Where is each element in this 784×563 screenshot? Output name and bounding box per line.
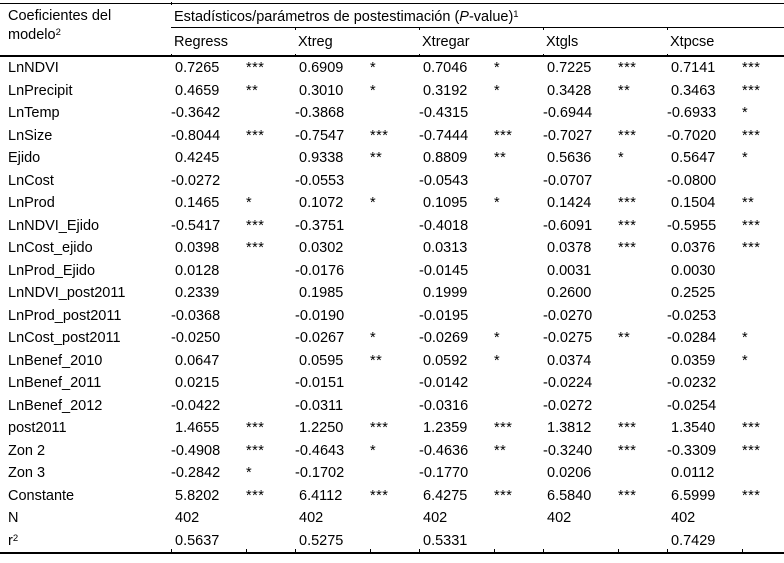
coefficient-value: 0.0378 bbox=[547, 240, 592, 256]
coefficient-value: -0.1770 bbox=[419, 465, 469, 481]
corner-spacer bbox=[0, 52, 171, 55]
table-row bbox=[0, 282, 784, 305]
coefficient-value: -0.0553 bbox=[295, 172, 345, 189]
significance-stars: *** bbox=[618, 487, 637, 504]
row-label: Zon 3 bbox=[8, 465, 46, 481]
row-label: LnNDVI_Ejido bbox=[8, 217, 100, 234]
significance-stars: * bbox=[370, 195, 377, 211]
coefficient-value: 0.2525 bbox=[671, 285, 716, 301]
table-body bbox=[0, 57, 784, 552]
coefficient-value: 0.6909 bbox=[299, 60, 344, 76]
table-row bbox=[0, 305, 784, 328]
coefficient-value: -0.0269 bbox=[419, 330, 469, 346]
coefficient-value: -0.3642 bbox=[171, 105, 221, 121]
row-label: LnCost_post2011 bbox=[8, 330, 121, 346]
column-header-xtreg: Xtreg bbox=[298, 34, 333, 50]
coefficient-value: -0.0543 bbox=[419, 172, 469, 189]
coefficient-value: 0.1465 bbox=[175, 195, 220, 211]
coefficient-value: 0.9338 bbox=[299, 150, 344, 166]
significance-stars: *** bbox=[494, 487, 513, 504]
coefficient-value: 0.8809 bbox=[423, 150, 468, 166]
coefficient-value: -0.7027 bbox=[543, 127, 593, 144]
coefficient-value: -0.0707 bbox=[543, 172, 593, 189]
table-row bbox=[0, 125, 784, 148]
table-row bbox=[0, 147, 784, 170]
row-label: LnSize bbox=[8, 127, 53, 144]
coefficient-value: 0.5275 bbox=[299, 532, 344, 549]
star-spacer bbox=[494, 52, 543, 55]
cell-boundary-tick bbox=[543, 54, 544, 57]
row-label: LnTemp bbox=[8, 105, 60, 121]
coefficient-value: -0.7547 bbox=[295, 127, 345, 144]
coefficient-value: -0.0284 bbox=[667, 330, 717, 346]
coefficient-value: 6.4275 bbox=[423, 487, 468, 504]
significance-stars: *** bbox=[742, 420, 761, 436]
coefficient-value: -0.0224 bbox=[543, 375, 593, 391]
coefficient-value: -0.0142 bbox=[419, 375, 469, 391]
significance-stars: *** bbox=[742, 442, 761, 459]
row-label: LnCost bbox=[8, 172, 54, 189]
cell-boundary-tick bbox=[667, 549, 668, 552]
coefficient-value: -0.5417 bbox=[171, 217, 221, 234]
cell-boundary-tick bbox=[171, 2, 172, 5]
span-header-italic-p: P bbox=[459, 9, 469, 25]
coefficient-value: 0.0313 bbox=[423, 240, 468, 256]
significance-stars: ** bbox=[370, 352, 383, 369]
span-header-post: -value) bbox=[468, 9, 514, 25]
coefficient-value: 0.0215 bbox=[175, 375, 220, 391]
table-bottom-rule bbox=[0, 552, 784, 554]
column-header-xtpcse: Xtpcse bbox=[670, 34, 715, 50]
coefficient-value: 0.0359 bbox=[671, 352, 716, 369]
significance-stars: * bbox=[494, 195, 501, 211]
table-row bbox=[0, 417, 784, 440]
cell-boundary-tick bbox=[246, 549, 247, 552]
significance-stars: * bbox=[494, 60, 501, 76]
significance-stars: * bbox=[618, 150, 625, 166]
coefficient-value: -0.7020 bbox=[667, 127, 717, 144]
significance-stars: *** bbox=[246, 127, 265, 144]
coefficient-value: 0.7225 bbox=[547, 60, 592, 76]
row-label: LnBenef_2011 bbox=[8, 375, 102, 391]
significance-stars: *** bbox=[618, 217, 637, 234]
coefficient-value: 1.2359 bbox=[423, 420, 468, 436]
table-row bbox=[0, 237, 784, 260]
coefficient-value: -0.3868 bbox=[295, 105, 345, 121]
row-label: LnBenef_2012 bbox=[8, 397, 103, 414]
table-row bbox=[0, 260, 784, 283]
row-label: LnNDVI_post2011 bbox=[8, 285, 126, 301]
significance-stars: *** bbox=[742, 60, 761, 76]
cell-boundary-tick bbox=[370, 549, 371, 552]
coefficient-value: 0.0595 bbox=[299, 352, 344, 369]
significance-stars: * bbox=[742, 150, 749, 166]
cell-boundary-tick bbox=[419, 54, 420, 57]
coefficient-value: -0.4636 bbox=[419, 442, 469, 459]
coefficient-value: 6.4112 bbox=[299, 487, 343, 504]
coefficient-value: 0.3463 bbox=[671, 82, 716, 99]
row-label: LnCost_ejido bbox=[8, 240, 93, 256]
significance-stars: *** bbox=[742, 82, 761, 99]
table-row bbox=[0, 395, 784, 418]
significance-stars: *** bbox=[742, 217, 761, 234]
row-label: Zon 2 bbox=[8, 442, 46, 459]
table-row bbox=[0, 350, 784, 373]
coefficient-value: 0.2600 bbox=[547, 285, 592, 301]
cell-boundary-tick bbox=[171, 54, 172, 57]
table-row bbox=[0, 327, 784, 350]
coefficient-value: 0.7046 bbox=[423, 60, 468, 76]
row-label: $r^2$ bbox=[8, 532, 19, 549]
coefficient-value: 0.5637 bbox=[175, 532, 220, 549]
significance-stars: * bbox=[742, 330, 749, 346]
coefficient-value: 402 bbox=[547, 510, 572, 526]
footnote-marker-1: 1 bbox=[513, 9, 519, 20]
coefficient-value: 0.3010 bbox=[299, 82, 344, 99]
significance-stars: *** bbox=[246, 420, 265, 436]
coefficient-value: 0.1424 bbox=[547, 195, 592, 211]
cell-boundary-tick bbox=[419, 27, 420, 30]
coefficient-value: -0.0151 bbox=[295, 375, 345, 391]
row-label: LnProd_Ejido bbox=[8, 262, 96, 279]
significance-stars: * bbox=[246, 195, 253, 211]
significance-stars: * bbox=[246, 465, 253, 481]
row-label: Constante bbox=[8, 487, 75, 504]
coefficient-value: 0.0128 bbox=[175, 262, 220, 279]
coefficient-value: -0.0316 bbox=[419, 397, 469, 414]
postestimation-table bbox=[0, 3, 784, 554]
significance-stars: *** bbox=[618, 240, 637, 256]
table-row bbox=[0, 440, 784, 463]
span-header bbox=[171, 4, 784, 28]
column-header-xtregar: Xtregar bbox=[422, 34, 470, 50]
coefficient-value: 0.3428 bbox=[547, 82, 592, 99]
significance-stars: ** bbox=[742, 195, 755, 211]
coefficient-value: -0.0275 bbox=[543, 330, 593, 346]
coefficient-value: -0.0272 bbox=[171, 172, 221, 189]
cell-boundary-tick bbox=[295, 27, 296, 30]
coefficient-value: 5.8202 bbox=[175, 487, 220, 504]
coefficient-value: -0.0254 bbox=[667, 397, 717, 414]
coefficient-value: -0.1702 bbox=[295, 465, 345, 481]
significance-stars: * bbox=[494, 352, 501, 369]
coefficient-value: 0.1095 bbox=[423, 195, 468, 211]
coefficient-value: 0.2339 bbox=[175, 285, 220, 301]
cell-boundary-tick bbox=[295, 54, 296, 57]
cell-boundary-tick bbox=[667, 54, 668, 57]
coefficient-value: -0.4315 bbox=[419, 105, 469, 121]
span-header-pre: Estadísticos/parámetros de postestimación ( bbox=[174, 9, 460, 25]
coefficient-value: -0.0232 bbox=[667, 375, 717, 391]
corner-header-text: Coeficientes del modelo bbox=[8, 8, 112, 43]
significance-stars: * bbox=[370, 60, 377, 76]
table-row bbox=[0, 215, 784, 238]
row-label: LnPrecipit bbox=[8, 82, 73, 99]
coefficient-value: 0.0112 bbox=[671, 465, 715, 481]
coefficient-value: -0.0311 bbox=[295, 397, 344, 414]
significance-stars: *** bbox=[246, 60, 265, 76]
cell-boundary-tick bbox=[171, 549, 172, 552]
coefficient-value: 402 bbox=[671, 510, 696, 526]
coefficient-value: -0.6933 bbox=[667, 105, 717, 121]
table-row bbox=[0, 102, 784, 125]
coefficient-value: -0.8044 bbox=[171, 127, 221, 144]
coefficient-value: -0.0250 bbox=[171, 330, 221, 346]
coefficient-value: 6.5840 bbox=[547, 487, 592, 504]
significance-stars: * bbox=[742, 352, 749, 369]
coefficient-value: 0.0302 bbox=[299, 240, 344, 256]
significance-stars: ** bbox=[494, 150, 507, 166]
significance-stars: ** bbox=[618, 330, 631, 346]
coefficient-value: 0.5636 bbox=[547, 150, 592, 166]
coefficient-value: 0.7141 bbox=[671, 60, 716, 76]
significance-stars: *** bbox=[742, 487, 761, 504]
row-label: Ejido bbox=[8, 150, 41, 166]
significance-stars: *** bbox=[494, 127, 513, 144]
significance-stars: *** bbox=[494, 420, 513, 436]
coefficient-value: 0.0376 bbox=[671, 240, 716, 256]
cell-boundary-tick bbox=[543, 549, 544, 552]
coefficient-value: 6.5999 bbox=[671, 487, 716, 504]
significance-stars: * bbox=[370, 330, 377, 346]
significance-stars: * bbox=[370, 442, 377, 459]
coefficient-value: -0.4908 bbox=[171, 442, 221, 459]
table-row bbox=[0, 462, 784, 485]
coefficient-value: -0.0176 bbox=[295, 262, 345, 279]
significance-stars: *** bbox=[246, 442, 265, 459]
coefficient-value: 0.0031 bbox=[547, 262, 592, 279]
coefficient-value: 0.5331 bbox=[423, 532, 468, 549]
coefficient-value: -0.0195 bbox=[419, 307, 469, 324]
table-row bbox=[0, 80, 784, 103]
significance-stars: *** bbox=[246, 240, 265, 256]
row-label: LnBenef_2010 bbox=[8, 352, 103, 369]
significance-stars: *** bbox=[618, 195, 637, 211]
star-spacer bbox=[370, 52, 419, 55]
cell-boundary-tick bbox=[543, 27, 544, 30]
coefficient-value: 0.0030 bbox=[671, 262, 716, 279]
significance-stars: *** bbox=[246, 487, 265, 504]
significance-stars: *** bbox=[618, 420, 637, 436]
significance-stars: * bbox=[370, 82, 377, 99]
coefficient-value: -0.4018 bbox=[419, 217, 469, 234]
coefficient-value: 1.4655 bbox=[175, 420, 220, 436]
cell-boundary-tick bbox=[419, 549, 420, 552]
table-row bbox=[0, 57, 784, 80]
coefficient-value: 402 bbox=[423, 510, 448, 526]
coefficient-value: -0.0267 bbox=[295, 330, 345, 346]
coefficient-value: 0.0398 bbox=[175, 240, 220, 256]
coefficient-value: 0.0647 bbox=[175, 352, 220, 369]
significance-stars: *** bbox=[742, 240, 761, 256]
coefficient-value: 0.5647 bbox=[671, 150, 716, 166]
row-label: LnProd bbox=[8, 195, 55, 211]
coefficient-value: 0.7429 bbox=[671, 532, 716, 549]
significance-stars: * bbox=[742, 105, 749, 121]
star-spacer bbox=[742, 52, 784, 55]
coefficient-value: -0.0422 bbox=[171, 397, 221, 414]
coefficient-value: 0.7265 bbox=[175, 60, 220, 76]
significance-stars: *** bbox=[370, 127, 389, 144]
coefficient-value: 0.0592 bbox=[423, 352, 468, 369]
table-row bbox=[0, 192, 784, 215]
coefficient-value: -0.3240 bbox=[543, 442, 593, 459]
cell-boundary-tick bbox=[742, 549, 743, 552]
significance-stars: ** bbox=[370, 150, 383, 166]
table-row bbox=[0, 372, 784, 395]
row-label: post2011 bbox=[8, 420, 67, 436]
coefficient-value: 0.1985 bbox=[299, 285, 344, 301]
row-label: N bbox=[8, 510, 19, 526]
row-label-superscript: 2 bbox=[12, 532, 19, 544]
coefficient-value: 0.0206 bbox=[547, 465, 592, 481]
footnote-marker-2: 2 bbox=[55, 27, 61, 38]
cell-boundary-tick bbox=[295, 549, 296, 552]
significance-stars: *** bbox=[370, 487, 389, 504]
coefficient-value: 1.2250 bbox=[299, 420, 344, 436]
coefficient-value: -0.2842 bbox=[171, 465, 221, 481]
coefficient-value: -0.0800 bbox=[667, 172, 717, 189]
significance-stars: ** bbox=[246, 82, 259, 99]
coefficient-value: 402 bbox=[299, 510, 324, 526]
coefficient-value: -0.5955 bbox=[667, 217, 717, 234]
significance-stars: * bbox=[494, 330, 501, 346]
coefficient-value: -0.3309 bbox=[667, 442, 717, 459]
table-row bbox=[0, 170, 784, 193]
coefficient-value: -0.6944 bbox=[543, 105, 593, 121]
coefficient-value: 1.3540 bbox=[671, 420, 716, 436]
coefficient-value: 0.4245 bbox=[175, 150, 220, 166]
star-spacer bbox=[618, 52, 667, 55]
coefficient-value: 1.3812 bbox=[547, 420, 592, 436]
coefficient-value: -0.0270 bbox=[543, 307, 593, 324]
coefficient-value: 0.1504 bbox=[671, 195, 716, 211]
significance-stars: *** bbox=[618, 442, 637, 459]
column-header-xtgls: Xtgls bbox=[546, 34, 579, 50]
coefficient-value: -0.0190 bbox=[295, 307, 345, 324]
coefficient-value: -0.0272 bbox=[543, 397, 593, 414]
coefficient-value: -0.7444 bbox=[419, 127, 469, 144]
coefficient-value: 0.1999 bbox=[423, 285, 468, 301]
coefficient-value: 0.4659 bbox=[175, 82, 220, 99]
model-column-headers bbox=[0, 28, 784, 55]
coefficient-value: 0.3192 bbox=[423, 82, 468, 99]
significance-stars: *** bbox=[618, 60, 637, 76]
coefficient-value: -0.0368 bbox=[171, 307, 221, 324]
star-spacer bbox=[246, 52, 295, 55]
column-header-regress: Regress bbox=[174, 34, 228, 50]
cell-boundary-tick bbox=[494, 549, 495, 552]
significance-stars: ** bbox=[494, 442, 507, 459]
coefficient-value: 0.1072 bbox=[299, 195, 344, 211]
cell-boundary-tick bbox=[667, 27, 668, 30]
coefficient-value: -0.4643 bbox=[295, 442, 345, 459]
coefficient-value: -0.0253 bbox=[667, 307, 717, 324]
table-row bbox=[0, 485, 784, 508]
coefficient-value: -0.0145 bbox=[419, 262, 469, 279]
coefficient-value: -0.3751 bbox=[295, 217, 345, 234]
coefficient-value: -0.6091 bbox=[543, 217, 593, 234]
cell-boundary-tick bbox=[618, 549, 619, 552]
table-row bbox=[0, 507, 784, 530]
coefficient-value: 402 bbox=[175, 510, 200, 526]
row-label: LnNDVI bbox=[8, 60, 59, 76]
significance-stars: *** bbox=[618, 127, 637, 144]
significance-stars: *** bbox=[370, 420, 389, 436]
significance-stars: *** bbox=[742, 127, 761, 144]
significance-stars: * bbox=[494, 82, 501, 99]
significance-stars: ** bbox=[618, 82, 631, 99]
coefficient-value: 0.0374 bbox=[547, 352, 592, 369]
significance-stars: *** bbox=[246, 217, 265, 234]
row-label: LnProd_post2011 bbox=[8, 307, 122, 324]
